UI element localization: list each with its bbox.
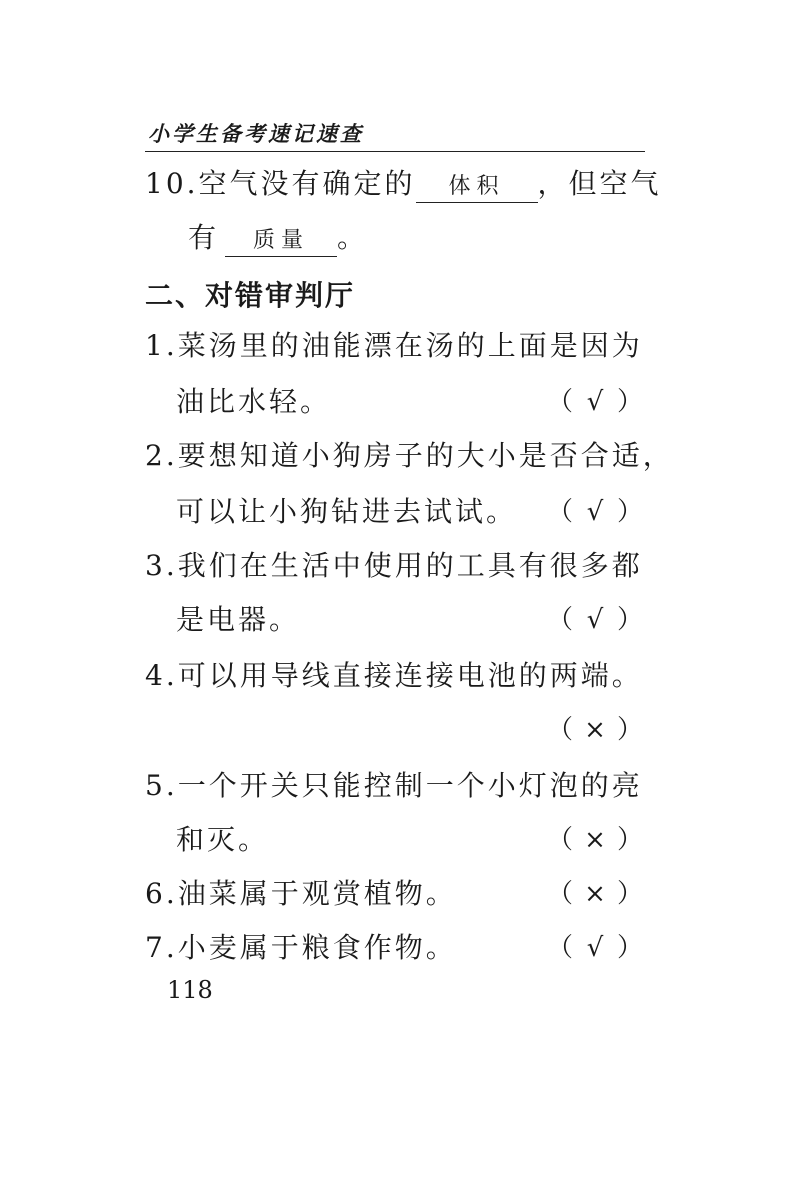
paren-open: （ xyxy=(546,933,573,963)
question-text: 。 xyxy=(337,221,369,254)
paren-close: ） xyxy=(616,605,643,635)
cross-mark: × xyxy=(584,715,606,745)
item-2-line-2: 可以让小狗钻进去试试。 xyxy=(176,495,518,528)
item-6-line-1: 6.油菜属于观赏植物。 xyxy=(145,877,457,910)
cross-mark: × xyxy=(584,825,606,855)
paren-close: ） xyxy=(616,933,643,963)
item-2-answer xyxy=(547,494,643,530)
paren-open: （ xyxy=(546,605,573,635)
answer-blank-mass: 质量 xyxy=(225,226,337,257)
answer-blank-volume: 体积 xyxy=(416,172,538,203)
paren-close: ） xyxy=(616,825,643,855)
paren-open: （ xyxy=(546,825,573,855)
page-number: 118 xyxy=(167,976,213,1004)
question-number: 10. xyxy=(145,167,199,200)
item-5-line-2: 和灭。 xyxy=(176,823,270,856)
item-7-line-1: 7.小麦属于粮食作物。 xyxy=(145,931,457,964)
question-text: ，但空气 xyxy=(537,167,662,200)
item-5-line-1: 5.一个开关只能控制一个小灯泡的亮 xyxy=(145,769,643,802)
question-10-line-1 xyxy=(145,166,662,203)
item-1-line-2: 油比水轻。 xyxy=(176,385,332,418)
header-rule xyxy=(145,151,645,152)
check-mark: √ xyxy=(586,387,604,417)
item-3-answer xyxy=(547,602,643,638)
paren-open: （ xyxy=(546,497,573,527)
question-text: 空气没有确定的 xyxy=(198,167,416,200)
item-1-answer xyxy=(547,384,643,420)
paren-close: ） xyxy=(616,879,643,909)
question-10-line-2 xyxy=(188,220,368,257)
question-text: 有 xyxy=(188,221,220,254)
item-5-answer xyxy=(547,822,643,858)
item-4-answer xyxy=(547,712,643,748)
paren-open: （ xyxy=(546,715,573,745)
item-7-answer xyxy=(547,930,643,966)
check-mark: √ xyxy=(586,497,604,527)
item-2-line-1: 2.要想知道小狗房子的大小是否合适， xyxy=(145,439,674,472)
item-3-line-2: 是电器。 xyxy=(176,603,301,636)
paren-open: （ xyxy=(546,879,573,909)
section-title: 二、对错审判厅 xyxy=(145,279,356,312)
paren-open: （ xyxy=(546,387,573,417)
paren-close: ） xyxy=(616,497,643,527)
running-header: 小学生备考速记速查 xyxy=(148,122,364,146)
check-mark: √ xyxy=(586,933,604,963)
cross-mark: × xyxy=(584,879,606,909)
item-6-answer xyxy=(547,876,643,912)
item-3-line-1: 3.我们在生活中使用的工具有很多都 xyxy=(145,549,643,582)
item-1-line-1: 1.菜汤里的油能漂在汤的上面是因为 xyxy=(145,329,643,362)
paren-close: ） xyxy=(616,715,643,745)
item-4-line-1: 4.可以用导线直接连接电池的两端。 xyxy=(145,659,643,692)
check-mark: √ xyxy=(586,605,604,635)
paren-close: ） xyxy=(616,387,643,417)
